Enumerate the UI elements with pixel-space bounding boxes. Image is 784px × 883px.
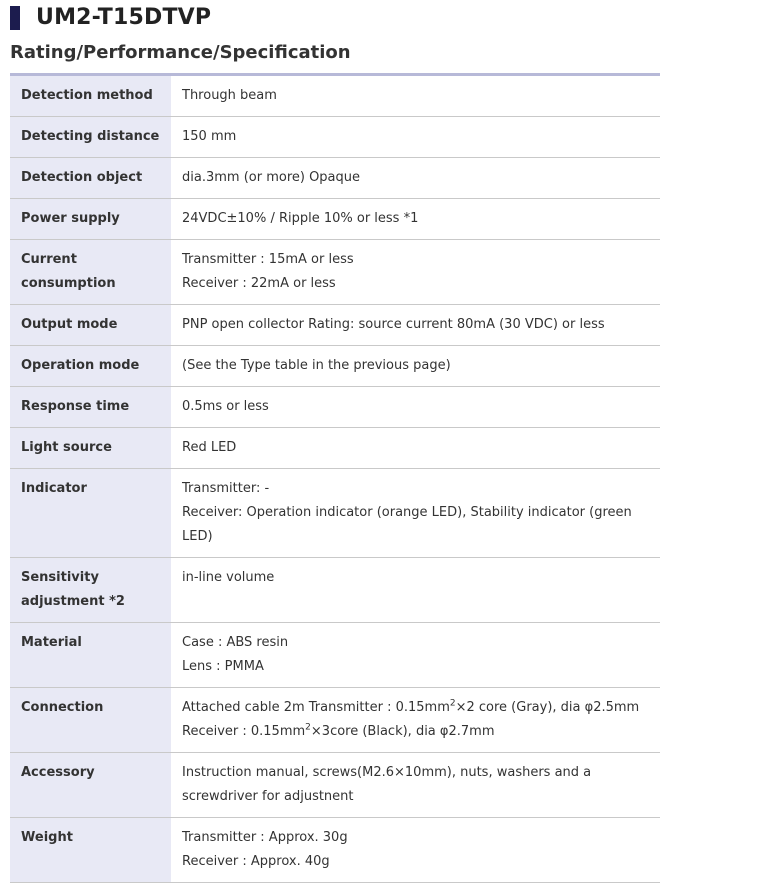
- spec-value: [171, 558, 660, 623]
- spec-label: Accessory: [10, 753, 171, 818]
- spec-value: [171, 428, 660, 469]
- spec-row: [10, 240, 660, 305]
- spec-row: [10, 305, 660, 346]
- spec-value: [171, 346, 660, 387]
- spec-text: ×2 core (Gray), dia φ2.5mm: [455, 700, 640, 715]
- spec-row: [10, 818, 660, 883]
- spec-value-line: (See the Type table in the previous page): [182, 358, 451, 373]
- spec-value: [171, 469, 660, 558]
- spec-row: [10, 76, 660, 117]
- spec-label: Power supply: [10, 199, 171, 240]
- spec-row: [10, 199, 660, 240]
- spec-value: [171, 199, 660, 240]
- spec-row: [10, 387, 660, 428]
- spec-value: [171, 753, 660, 818]
- spec-value-line: Instruction manual, screws(M2.6×10mm), nuts, washers and a screwdriver for adjustnent: [182, 765, 592, 804]
- spec-row: [10, 558, 660, 623]
- spec-value-line: in-line volume: [182, 570, 275, 585]
- spec-table: [10, 76, 660, 883]
- spec-text: Attached cable 2m Transmitter : 0.15mm: [182, 700, 450, 715]
- superscript: 2: [305, 722, 311, 733]
- spec-label: Detecting distance: [10, 117, 171, 158]
- spec-value: [171, 158, 660, 199]
- spec-row: [10, 117, 660, 158]
- spec-row: [10, 428, 660, 469]
- spec-value: [171, 623, 660, 688]
- spec-label: Weight: [10, 818, 171, 883]
- spec-label: Sensitivity adjustment *2: [10, 558, 171, 623]
- spec-text: Receiver : 0.15mm: [182, 724, 306, 739]
- spec-row: [10, 753, 660, 818]
- spec-value-line: Receiver : Approx. 40g: [182, 854, 330, 869]
- spec-row: [10, 346, 660, 387]
- spec-row: [10, 623, 660, 688]
- spec-value-line: Case : ABS resin: [182, 635, 289, 650]
- spec-label: Light source: [10, 428, 171, 469]
- spec-value: [171, 240, 660, 305]
- spec-value: [171, 688, 660, 753]
- spec-value-line: Receiver : 22mA or less: [182, 276, 336, 291]
- spec-value: [171, 818, 660, 883]
- spec-label: Material: [10, 623, 171, 688]
- spec-value: [171, 117, 660, 158]
- spec-label: Indicator: [10, 469, 171, 558]
- spec-row: [10, 158, 660, 199]
- spec-label: Detection method: [10, 76, 171, 117]
- spec-value-line: Through beam: [182, 88, 277, 103]
- spec-value-line: Transmitter : Approx. 30g: [182, 830, 348, 845]
- spec-text: ×3core (Black), dia φ2.7mm: [310, 724, 495, 739]
- spec-value-line: [182, 696, 650, 720]
- spec-value: [171, 305, 660, 346]
- superscript: 2: [449, 698, 456, 709]
- spec-label: Connection: [10, 688, 171, 753]
- spec-value-line: [182, 720, 650, 744]
- spec-value-line: dia.3mm (or more) Opaque: [182, 170, 361, 185]
- spec-row: [10, 469, 660, 558]
- title-accent-bar: [10, 6, 20, 30]
- spec-value-line: 24VDC±10% / Ripple 10% or less *1: [182, 211, 419, 226]
- spec-value-line: Transmitter : 15mA or less: [182, 252, 354, 267]
- spec-value-line: Receiver: Operation indicator (orange LED), Stability indicator (green LED): [182, 505, 632, 544]
- spec-label: Output mode: [10, 305, 171, 346]
- spec-label: Response time: [10, 387, 171, 428]
- spec-label: Current consumption: [10, 240, 171, 305]
- page-title: UM2-T15DTVP: [36, 5, 212, 30]
- spec-value-line: 0.5ms or less: [182, 399, 269, 414]
- page-title-block: [10, 5, 211, 30]
- spec-label: Detection object: [10, 158, 171, 199]
- spec-value: [171, 387, 660, 428]
- spec-value: [171, 76, 660, 117]
- spec-label: Operation mode: [10, 346, 171, 387]
- spec-value-line: 150 mm: [182, 129, 237, 144]
- spec-value-line: PNP open collector Rating: source current 80mA (30 VDC) or less: [182, 317, 605, 332]
- spec-value-line: Lens : PMMA: [182, 659, 264, 674]
- spec-value-line: Red LED: [182, 440, 237, 455]
- spec-value-line: Transmitter: -: [182, 481, 270, 496]
- section-heading: Rating/Performance/Specification: [10, 42, 351, 63]
- spec-row: [10, 688, 660, 753]
